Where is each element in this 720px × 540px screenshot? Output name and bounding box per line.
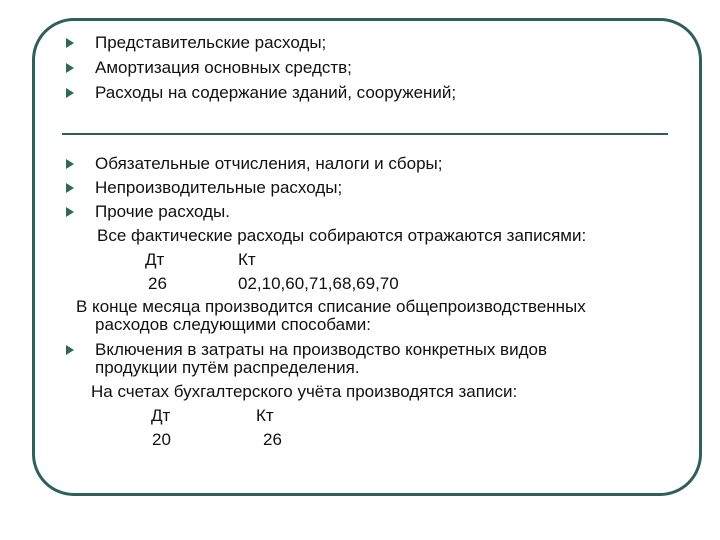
entry-2-credit-value: 26 bbox=[263, 430, 282, 449]
bullet-arrow-icon bbox=[66, 38, 74, 48]
bottom-list-item-1: Обязательные отчисления, налоги и сборы; bbox=[95, 154, 443, 173]
method-bullet-line-1: Включения в затраты на производство конкретных видов bbox=[95, 340, 547, 359]
bottom-list-item-2: Непроизводительные расходы; bbox=[95, 178, 343, 197]
method-bullet-line-2: продукции путём распределения. bbox=[95, 358, 360, 377]
entry-1-debit-value: 26 bbox=[148, 274, 167, 293]
top-list-item-2: Амортизация основных средств; bbox=[95, 58, 352, 77]
bullet-arrow-icon bbox=[66, 159, 74, 169]
text-block-3: На счетах бухгалтерского учёта производятся записи: bbox=[91, 382, 518, 401]
text-block-2-line-1: В конце месяца производится списание общепроизводственных bbox=[76, 297, 586, 316]
bullet-arrow-icon bbox=[66, 207, 74, 217]
entry-1-credit-label: Кт bbox=[238, 250, 256, 269]
entry-1-credit-value: 02,10,60,71,68,69,70 bbox=[238, 274, 399, 293]
bullet-arrow-icon bbox=[66, 345, 74, 355]
entry-2-debit-value: 20 bbox=[152, 430, 171, 449]
bullet-arrow-icon bbox=[66, 88, 74, 98]
entry-2-credit-label: Кт bbox=[256, 406, 274, 425]
entry-2-debit-label: Дт bbox=[151, 406, 171, 425]
top-list-item-1: Представительские расходы; bbox=[95, 33, 327, 52]
bullet-arrow-icon bbox=[66, 183, 74, 193]
bottom-list-item-3: Прочие расходы. bbox=[95, 202, 230, 221]
text-block-2-line-2: расходов следующими способами: bbox=[95, 315, 372, 334]
bullet-arrow-icon bbox=[66, 63, 74, 73]
text-block-1: Все фактические расходы собираются отражаются записями: bbox=[97, 226, 587, 245]
entry-1-debit-label: Дт bbox=[145, 250, 165, 269]
top-list-item-3: Расходы на содержание зданий, сооружений; bbox=[95, 83, 457, 102]
separator-line bbox=[62, 133, 668, 135]
